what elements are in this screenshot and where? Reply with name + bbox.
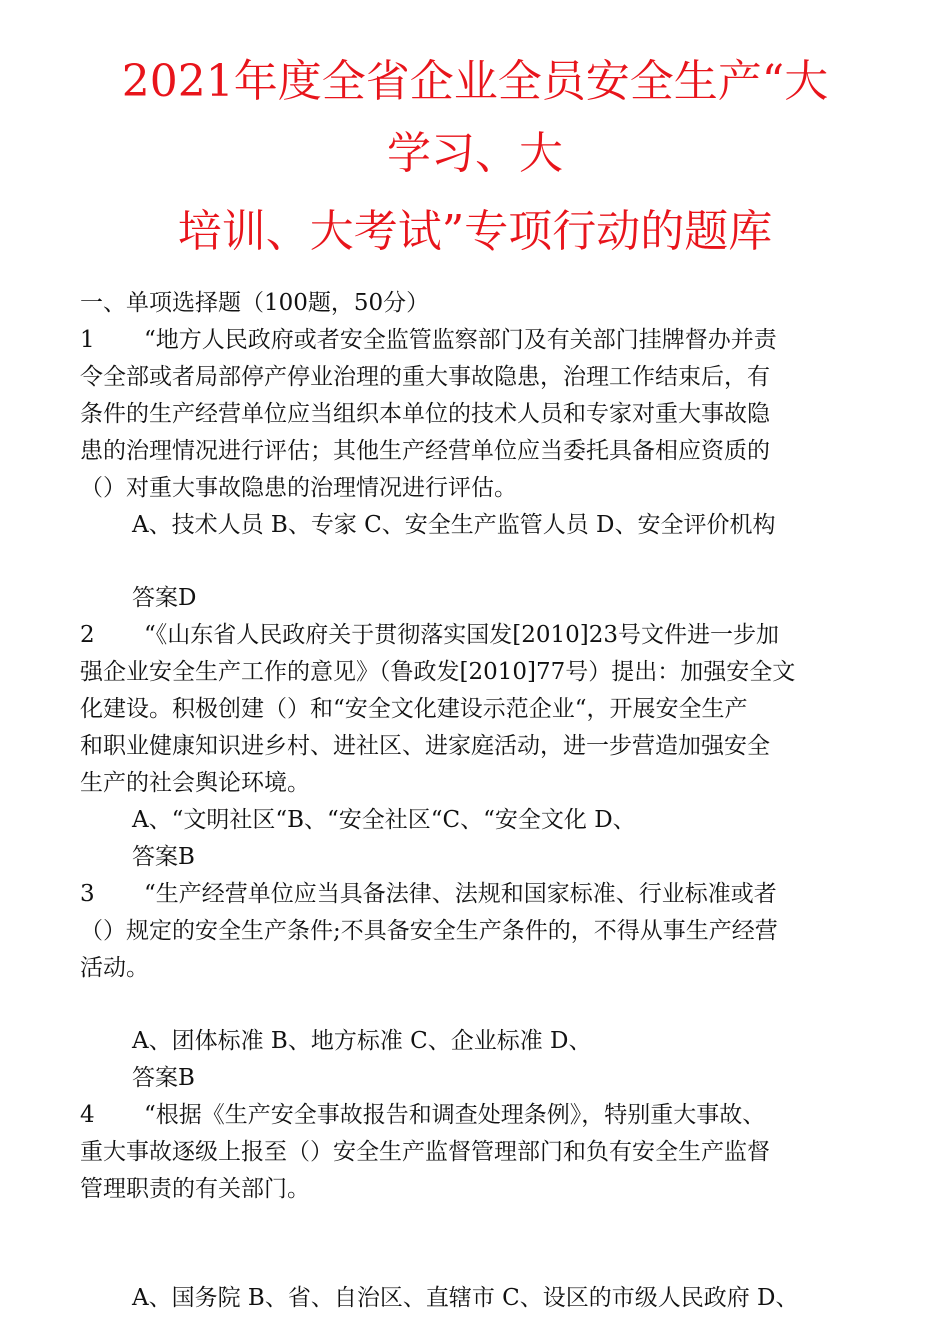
question-number: 4	[80, 1102, 95, 1128]
question-answer: 答案D	[132, 585, 197, 611]
question-text-line: 患的治理情况进行评估；其他生产经营单位应当委托具备相应资质的	[80, 438, 770, 464]
question-text-line: “生产经营单位应当具备法律、法规和国家标准、行业标准或者	[144, 881, 777, 907]
question-options: A、国务院 B、省、自治区、直辖市 C、设区的市级人民政府 D、	[132, 1285, 799, 1311]
question-text-line: “《山东省人民政府关于贯彻落实国发[2010]23号文件进一步加	[144, 622, 780, 648]
question-answer: 答案B	[132, 1065, 195, 1091]
question-text-line: “地方人民政府或者安全监管监察部门及有关部门挂牌督办并责	[144, 327, 777, 353]
question-text-line: 强企业安全生产工作的意见》（鲁政发[2010]77号）提出：加强安全文	[80, 659, 796, 685]
question-options: A、团体标准 B、地方标准 C、企业标准 D、	[132, 1028, 592, 1054]
question-answer: 答案B	[132, 844, 195, 870]
question-options: A、技术人员 B、专家 C、安全生产监管人员 D、安全评价机构	[132, 512, 776, 538]
question-text-line: 重大事故逐级上报至（）安全生产监督管理部门和负有安全生产监督	[80, 1139, 770, 1165]
question-text-line: （）规定的安全生产条件;不具备安全生产条件的，不得从事生产经营	[80, 918, 778, 944]
question-text-line: 管理职责的有关部门。	[80, 1176, 310, 1202]
spacer	[80, 544, 880, 580]
document-body	[80, 285, 880, 1317]
title-line-1: 2021年度全省企业全员安全生产“大	[121, 56, 829, 107]
question-text-line: （）对重大事故隐患的治理情况进行评估。	[80, 475, 517, 501]
spacer	[80, 1244, 880, 1280]
document-title	[0, 46, 950, 268]
question-text-line: 和职业健康知识进乡村、进社区、进家庭活动，进一步营造加强安全	[80, 733, 770, 759]
question-text-line: 条件的生产经营单位应当组织本单位的技术人员和专家对重大事故隐	[80, 401, 770, 427]
question-number: 1	[80, 327, 95, 353]
spacer	[80, 1208, 880, 1244]
title-line-3: 培训、大考试”专项行动的题库	[177, 206, 773, 257]
question-number: 3	[80, 881, 95, 907]
question-3	[80, 876, 880, 1097]
question-2	[80, 617, 880, 876]
title-line-2: 学习、大	[387, 128, 563, 179]
question-text-line: 化建设。积极创建（）和“安全文化建设示范企业“，开展安全生产	[80, 696, 748, 722]
spacer	[80, 987, 880, 1023]
question-text-line: “根据《生产安全事故报告和调查处理条例》，特别重大事故、	[144, 1102, 766, 1128]
question-4	[80, 1097, 880, 1317]
section-heading: 一、单项选择题（100题，50分）	[80, 290, 430, 316]
question-text-line: 生产的社会舆论环境。	[80, 770, 310, 796]
question-options: A、“文明社区“B、“安全社区“C、“安全文化 D、	[132, 807, 636, 833]
question-number: 2	[80, 622, 95, 648]
question-text-line: 令全部或者局部停产停业治理的重大事故隐患，治理工作结束后，有	[80, 364, 770, 390]
question-1	[80, 322, 880, 617]
question-text-line: 活动。	[80, 955, 149, 981]
